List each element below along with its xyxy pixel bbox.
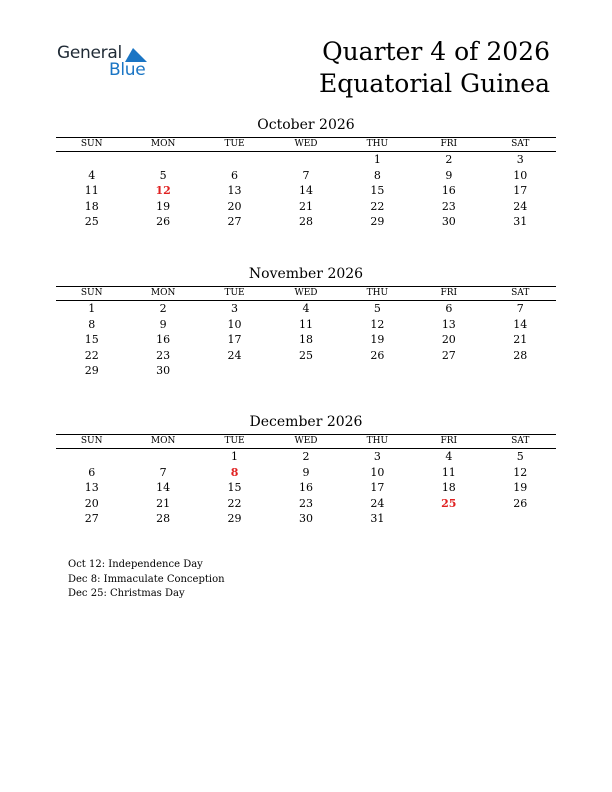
month-calendar-november <box>56 265 556 379</box>
day-cell: 3 <box>231 302 239 315</box>
day-cell: 30 <box>298 512 313 526</box>
day-cell: 26 <box>513 496 528 510</box>
day-cell: 25 <box>84 215 99 229</box>
day-cell: 18 <box>298 333 313 347</box>
day-cell: 23 <box>298 496 313 510</box>
day-cell: 7 <box>302 168 310 182</box>
empty-day-cell <box>413 363 484 379</box>
day-cell: 3 <box>516 153 524 166</box>
day-cell: 2 <box>302 450 310 463</box>
day-cell: 21 <box>156 496 171 510</box>
day-cell: 28 <box>156 512 171 526</box>
holiday-notes <box>68 558 225 602</box>
day-cell: 27 <box>84 512 99 526</box>
page-title <box>319 36 550 100</box>
weekday-label: FRI <box>440 288 458 298</box>
month-calendar-october <box>56 116 556 230</box>
day-cell: 20 <box>227 199 242 213</box>
day-cell: 24 <box>227 348 242 362</box>
weekday-label: FRI <box>440 139 458 149</box>
holiday-day-cell: 12 <box>155 184 171 198</box>
week-row <box>56 496 556 512</box>
week-row <box>56 363 556 379</box>
month-title: October 2026 <box>257 117 355 133</box>
week-row <box>56 317 556 333</box>
week-row <box>56 511 556 527</box>
empty-day-cell <box>413 511 484 527</box>
day-cell: 21 <box>513 333 528 347</box>
day-cell: 13 <box>84 481 99 495</box>
month-title: November 2026 <box>248 266 364 282</box>
weekday-label: SUN <box>80 436 103 446</box>
day-cell: 1 <box>231 450 239 463</box>
day-cell: 20 <box>84 496 99 510</box>
day-cell: 18 <box>441 481 456 495</box>
day-cell: 6 <box>231 168 239 182</box>
day-cell: 11 <box>441 465 456 479</box>
week-row <box>56 465 556 481</box>
day-cell: 3 <box>373 450 381 463</box>
day-cell: 17 <box>513 184 528 198</box>
day-cell: 14 <box>513 317 528 331</box>
day-cell: 28 <box>298 215 313 229</box>
day-cell: 19 <box>513 481 528 495</box>
day-cell: 29 <box>84 364 99 378</box>
week-row <box>56 480 556 496</box>
day-cell: 29 <box>227 512 242 526</box>
weekday-label: WED <box>294 288 318 298</box>
day-cell: 4 <box>445 450 453 463</box>
day-cell: 2 <box>445 153 453 166</box>
day-cell: 15 <box>227 481 242 495</box>
week-row <box>56 348 556 364</box>
weekday-label: MON <box>150 288 176 298</box>
day-cell: 26 <box>156 215 171 229</box>
day-cell: 9 <box>302 465 310 479</box>
day-cell: 16 <box>156 333 171 347</box>
weekday-label: WED <box>294 139 318 149</box>
day-cell: 9 <box>159 317 167 331</box>
day-cell: 15 <box>84 333 99 347</box>
day-cell: 30 <box>441 215 456 229</box>
weekday-label: SAT <box>511 436 530 446</box>
weekday-label: SUN <box>80 288 103 298</box>
day-cell: 5 <box>516 450 524 463</box>
day-cell: 19 <box>156 199 171 213</box>
weekday-header <box>56 434 556 449</box>
day-cell: 23 <box>156 348 171 362</box>
day-cell: 10 <box>227 317 242 331</box>
day-cell: 6 <box>445 302 453 315</box>
logo-word-blue: Blue <box>109 60 146 80</box>
day-cell: 17 <box>370 481 385 495</box>
generalblue-logo <box>57 43 167 83</box>
day-cell: 7 <box>516 302 524 315</box>
day-cell: 24 <box>370 496 385 510</box>
day-cell: 4 <box>302 302 310 315</box>
weekday-label: SAT <box>511 288 530 298</box>
day-cell: 14 <box>156 481 171 495</box>
day-cell: 8 <box>88 317 96 331</box>
month-title: December 2026 <box>249 414 363 430</box>
title-country: Equatorial Guinea <box>318 69 550 98</box>
empty-day-cell <box>270 152 341 168</box>
empty-day-cell <box>199 363 270 379</box>
day-cell: 21 <box>298 199 313 213</box>
week-row <box>56 199 556 215</box>
weekday-label: THU <box>366 288 389 298</box>
day-cell: 16 <box>298 481 313 495</box>
day-cell: 29 <box>370 215 385 229</box>
day-cell: 11 <box>298 317 313 331</box>
day-cell: 4 <box>88 168 96 182</box>
holiday-note: Dec 8: Immaculate Conception <box>68 573 225 585</box>
day-cell: 10 <box>513 168 528 182</box>
empty-day-cell <box>342 363 413 379</box>
day-cell: 28 <box>513 348 528 362</box>
day-cell: 15 <box>370 184 385 198</box>
day-cell: 19 <box>370 333 385 347</box>
logo-word-general: General <box>57 43 122 63</box>
empty-day-cell <box>127 449 198 465</box>
week-row <box>56 332 556 348</box>
weekday-label: SUN <box>80 139 103 149</box>
day-cell: 6 <box>88 465 96 479</box>
empty-day-cell <box>485 363 556 379</box>
weekday-label: THU <box>366 436 389 446</box>
day-cell: 9 <box>445 168 453 182</box>
day-cell: 22 <box>84 348 99 362</box>
day-cell: 22 <box>227 496 242 510</box>
day-cell: 7 <box>159 465 167 479</box>
week-row <box>56 183 556 199</box>
week-row <box>56 449 556 465</box>
day-cell: 1 <box>88 302 96 315</box>
empty-day-cell <box>56 152 127 168</box>
day-cell: 27 <box>227 215 242 229</box>
day-cell: 12 <box>370 317 385 331</box>
empty-day-cell <box>199 152 270 168</box>
holiday-day-cell: 8 <box>230 465 239 479</box>
day-cell: 16 <box>441 184 456 198</box>
week-row <box>56 168 556 184</box>
day-cell: 24 <box>513 199 528 213</box>
day-cell: 25 <box>298 348 313 362</box>
weekday-label: MON <box>150 436 176 446</box>
day-cell: 20 <box>441 333 456 347</box>
day-cell: 14 <box>298 184 313 198</box>
day-cell: 5 <box>159 168 167 182</box>
day-cell: 17 <box>227 333 242 347</box>
holiday-day-cell: 25 <box>441 496 457 510</box>
day-cell: 5 <box>373 302 381 315</box>
empty-day-cell <box>485 511 556 527</box>
weekday-label: WED <box>294 436 318 446</box>
holiday-note: Oct 12: Independence Day <box>68 559 203 570</box>
day-cell: 26 <box>370 348 385 362</box>
week-row <box>56 152 556 168</box>
empty-day-cell <box>270 363 341 379</box>
day-cell: 31 <box>513 215 528 229</box>
weekday-label: TUE <box>224 139 245 149</box>
weekday-label: TUE <box>224 436 245 446</box>
day-cell: 10 <box>370 465 385 479</box>
day-cell: 12 <box>513 465 528 479</box>
day-cell: 11 <box>84 184 99 198</box>
weekday-label: MON <box>150 139 176 149</box>
day-cell: 23 <box>441 199 456 213</box>
holiday-note: Dec 25: Christmas Day <box>68 588 185 599</box>
day-cell: 13 <box>227 184 242 198</box>
weekday-label: SAT <box>511 139 530 149</box>
empty-day-cell <box>127 152 198 168</box>
week-row <box>56 214 556 230</box>
weekday-label: THU <box>366 139 389 149</box>
day-cell: 1 <box>373 153 381 166</box>
empty-day-cell <box>56 449 127 465</box>
day-cell: 8 <box>373 168 381 182</box>
day-cell: 31 <box>370 512 385 526</box>
day-cell: 2 <box>159 302 167 315</box>
day-cell: 13 <box>441 317 456 331</box>
weekday-header <box>56 286 556 301</box>
day-cell: 22 <box>370 199 385 213</box>
week-row <box>56 301 556 317</box>
day-cell: 27 <box>441 348 456 362</box>
weekday-header <box>56 137 556 152</box>
weekday-label: FRI <box>440 436 458 446</box>
weekday-label: TUE <box>224 288 245 298</box>
day-cell: 30 <box>156 364 171 378</box>
day-cell: 18 <box>84 199 99 213</box>
title-quarter: Quarter 4 of 2026 <box>322 37 550 66</box>
month-calendar-december <box>56 413 556 527</box>
